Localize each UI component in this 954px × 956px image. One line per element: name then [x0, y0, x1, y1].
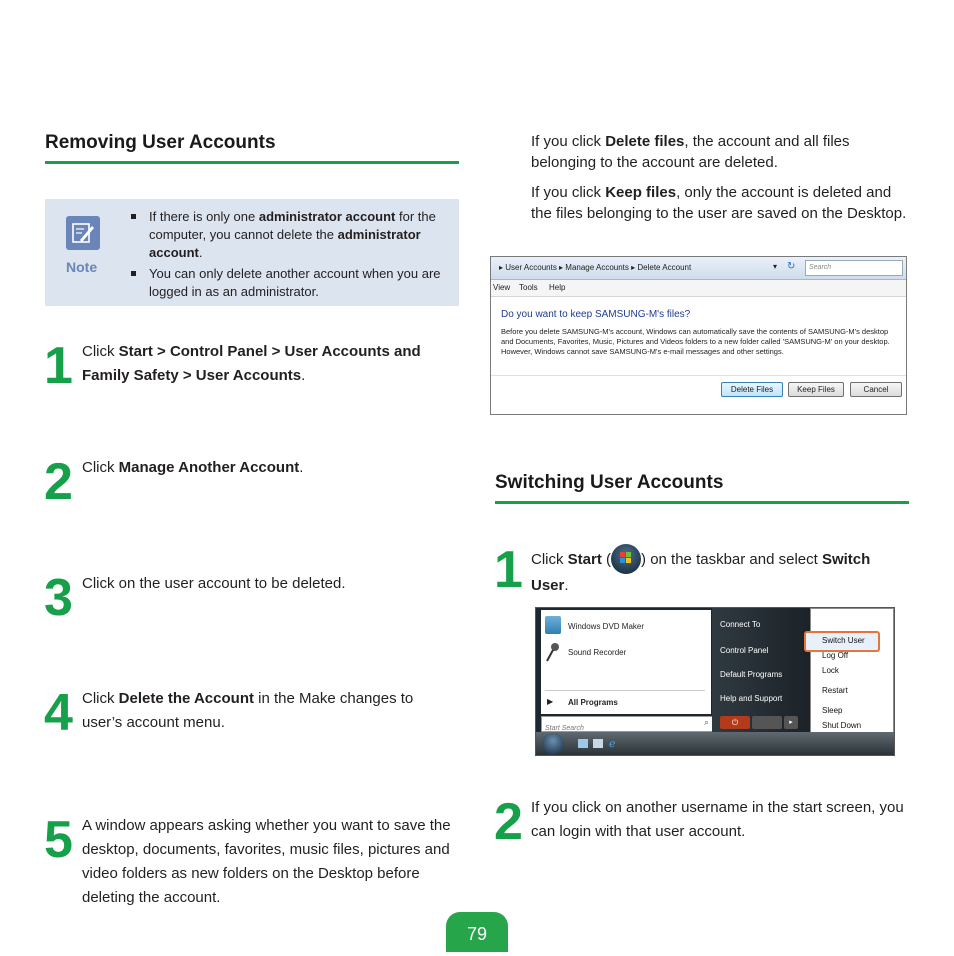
right-pane-item[interactable]: Help and Support [720, 694, 783, 703]
menu-tools[interactable]: Tools [519, 283, 538, 292]
cancel-button[interactable]: Cancel [850, 382, 902, 397]
step-text-r1: Click Start ( ) on the taskbar and select Switch User. [531, 544, 909, 598]
start-menu-programs [541, 610, 711, 714]
step-number-r1: 1 [494, 541, 523, 599]
section-rule [45, 161, 459, 164]
search-icon: ⌕ [703, 717, 709, 727]
note-bullet-2: You can only delete another account when you are logged in as an administrator. [131, 265, 453, 301]
search-input[interactable]: Search [805, 260, 903, 276]
switch-windows-icon[interactable] [593, 739, 603, 748]
step-text-1: Click Start > Control Panel > User Accounts and Family Safety > User Accounts. [82, 343, 421, 384]
shutdown-submenu [810, 608, 894, 734]
step-number-4: 4 [44, 684, 73, 742]
paragraph-keep-files: If you click Keep files, only the account is deleted and the files belonging to the user are saved on the Desktop. [531, 184, 907, 222]
delete-files-button[interactable]: Delete Files [721, 382, 783, 397]
dialog-question: Do you want to keep SAMSUNG-M's files? [501, 309, 691, 320]
menu-view[interactable]: View [493, 283, 511, 292]
internet-explorer-icon[interactable]: ℯ [609, 738, 616, 750]
step-number-1: 1 [44, 337, 73, 395]
lock-icon[interactable] [752, 716, 782, 729]
menu-log-off[interactable]: Log Off [822, 651, 849, 660]
step-number-r2: 2 [494, 793, 523, 851]
menu-lock[interactable]: Lock [822, 666, 839, 675]
section-title-removing: Removing User Accounts [45, 132, 276, 153]
menu-help[interactable]: Help [549, 283, 566, 292]
keep-files-button[interactable]: Keep Files [788, 382, 844, 397]
start-menu-screenshot [535, 607, 895, 756]
program-item[interactable]: Sound Recorder [568, 648, 627, 657]
start-menu-right-pane [712, 608, 810, 732]
page-number: 79 [446, 912, 508, 952]
breadcrumb: ▸ User Accounts ▸ Manage Accounts ▸ Delete Account [499, 263, 692, 272]
arrow-right-icon[interactable]: ▸ [784, 716, 798, 729]
taskbar [536, 732, 894, 755]
menu-restart[interactable]: Restart [822, 686, 848, 695]
section-title-switching: Switching User Accounts [495, 472, 724, 493]
menu-bar [491, 280, 906, 297]
pencil-note-icon [66, 216, 100, 250]
breadcrumb-user-accounts[interactable]: User Accounts [505, 263, 557, 272]
step-text-3: Click on the user account to be deleted. [82, 575, 346, 592]
step-text-r2: If you click on another username in the start screen, you can login with that user account. [531, 799, 904, 840]
show-desktop-icon[interactable] [578, 739, 588, 748]
menu-sleep[interactable]: Sleep [822, 706, 843, 715]
step-text-5: A window appears asking whether you want to save the desktop, documents, favorites, music files, pictures and video folders as new folders on the Desktop before deleting the account. [82, 817, 451, 906]
windows-start-orb-icon [611, 544, 641, 574]
address-bar [491, 257, 906, 280]
right-pane-item[interactable]: Control Panel [720, 646, 769, 655]
right-pane-item[interactable]: Default Programs [720, 670, 783, 679]
note-label: Note [66, 259, 98, 275]
breadcrumb-manage-accounts[interactable]: Manage Accounts [565, 263, 629, 272]
nav-arrow-icon: ▸ [499, 263, 506, 272]
dvd-maker-icon [545, 616, 561, 634]
note-box [45, 199, 459, 306]
arrow-right-icon: ▶ [547, 697, 554, 706]
refresh-icon[interactable]: ↻ [787, 261, 796, 272]
step-number-2: 2 [44, 453, 73, 511]
all-programs[interactable]: All Programs [568, 698, 618, 707]
section-rule [495, 501, 909, 504]
step-number-3: 3 [44, 569, 73, 627]
dropdown-arrow-icon[interactable]: ▾ [773, 262, 778, 271]
step-number-5: 5 [44, 811, 73, 869]
start-search-input[interactable]: Start Search ⌕ [541, 716, 713, 732]
paragraph-delete-files: If you click Delete files, the account and all files belonging to the account are deleted. [531, 133, 850, 171]
step-text-4: Click Delete the Account in the Make changes to user’s account menu. [82, 690, 414, 731]
step-text-2: Click Manage Another Account. [82, 459, 304, 476]
menu-shut-down[interactable]: Shut Down [822, 721, 862, 730]
windows-start-orb-icon[interactable] [542, 733, 564, 755]
right-pane-item[interactable]: Connect To [720, 620, 761, 629]
dialog-body: Before you delete SAMSUNG-M's account, Windows can automatically save the contents of SAMSUNG-M's desktop and Documents, Favorites, Music, Pictures and Videos folders to a new folder called 'SAMSUNG-M' on your desktop. However, Windows cannot save SAMSUNG-M's e-mail messages and other settings. [501, 327, 890, 356]
program-item[interactable]: Windows DVD Maker [568, 622, 645, 631]
delete-account-dialog [490, 256, 907, 415]
menu-switch-user[interactable]: Switch User [822, 636, 865, 645]
power-icon[interactable]: ⏻ [720, 716, 750, 729]
note-bullet-1: If there is only one administrator account for the computer, you cannot delete the administrator account. [131, 208, 453, 262]
breadcrumb-delete-account[interactable]: Delete Account [637, 263, 692, 272]
microphone-icon [545, 642, 561, 662]
